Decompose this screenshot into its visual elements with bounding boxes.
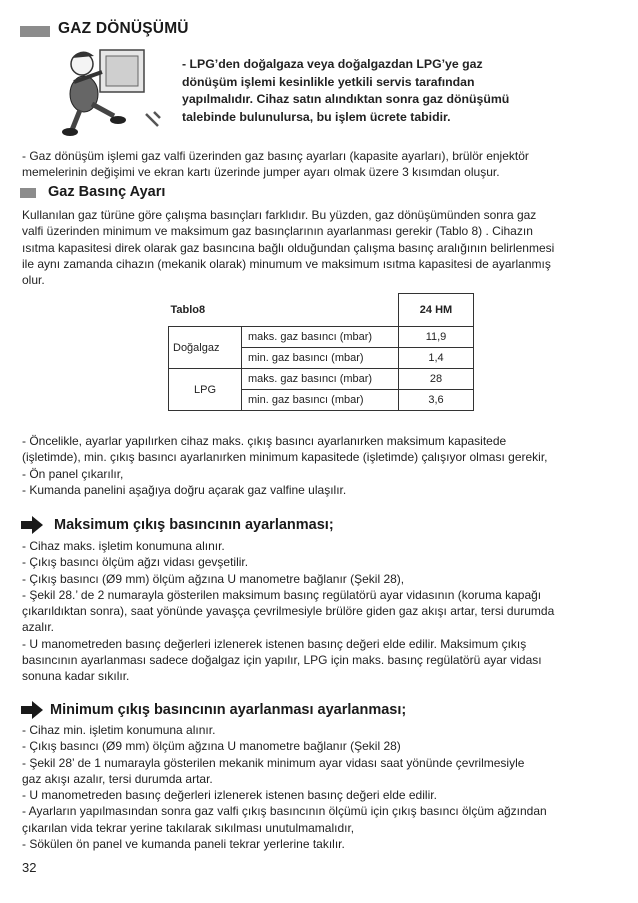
- text-line: - Çıkış basıncı (Ø9 mm) ölçüm ağzına U manometre bağlanır (Şekil 28),: [22, 571, 405, 586]
- text-line: - Gaz dönüşüm işlemi gaz valfi üzerinden gaz basınç ayarları (kapasite ayarları), brülör enjektör: [22, 149, 529, 163]
- table-model: 24 HM: [399, 294, 474, 327]
- text-line: memelerinin değişimi ve ekran kartı üzerinde jumper ayarı olmak üzere 3 kısımdan oluşur.: [22, 165, 500, 180]
- text-line: - U manometreden basınç değerleri izlenerek istenen basınç değeri elde edilir. Maksimum çıkış: [22, 636, 527, 651]
- param-cell: maks. gaz basıncı (mbar): [242, 369, 399, 390]
- text-line: çıkarılan vida tekrar yerine takılarak sıkılması unutulmamalıdır,: [22, 820, 355, 835]
- text-line: gaz akışı azalır, tersi durumda artar.: [22, 771, 213, 786]
- text-line: - U manometreden basınç değerleri izlenerek istenen basınç değeri elde edilir.: [22, 788, 437, 803]
- warning-line: dönüşüm işlemi kesinlikle yetkili servis tarafından: [182, 74, 475, 89]
- table-row: [169, 327, 474, 348]
- text-line: - Çıkış basıncı ölçüm ağzı vidası gevşetilir.: [22, 555, 249, 570]
- section-paragraph: [22, 207, 618, 288]
- text-line: valfi üzerinden minimum ve maksimum gaz basınçlarının ayarlanması gerekir (Tablo 8) . Cihazın: [22, 224, 533, 239]
- text-line: sonuna kadar sıkılır.: [22, 669, 130, 684]
- right-arrow-icon: [20, 701, 44, 719]
- text-line: ile aynı zamanda cihazın (mekanik olarak) minumum ve maksimum ısıtma kapasitesi de ayarlanmış: [22, 256, 551, 271]
- gas-type-cell: Doğalgaz: [169, 327, 242, 369]
- gas-pressure-table: [168, 293, 474, 411]
- technician-mascot-icon: [62, 42, 172, 142]
- section-title: Minimum çıkış basıncının ayarlanması ayarlanması;: [50, 702, 407, 718]
- text-line: - Cihaz min. işletim konumuna alınır.: [22, 723, 216, 737]
- value-cell: 3,6: [399, 390, 474, 411]
- value-cell: 28: [399, 369, 474, 390]
- text-line: Kullanılan gaz türüne göre çalışma basınçları farklıdır. Bu yüzden, gaz dönüşümünden sonra gaz: [22, 208, 537, 222]
- value-cell: 1,4: [399, 348, 474, 369]
- gas-type-cell: LPG: [169, 369, 242, 411]
- text-line: - Ön panel çıkarılır,: [22, 466, 124, 481]
- text-line: - Şekil 28’ de 1 numarayla gösterilen mekanik minimum ayar vidası saat yönünde çevrilmesiyle: [22, 755, 525, 770]
- square-bullet-icon: [20, 188, 36, 198]
- text-line: - Cihaz maks. işletim konumuna alınır.: [22, 539, 225, 553]
- table-row: [169, 369, 474, 390]
- text-line: olur.: [22, 273, 45, 288]
- warning-line: - LPG’den doğalgaza veya doğalgazdan LPG’ye gaz: [182, 57, 483, 71]
- warning-line: yapılmalıdır. Cihaz satın alındıktan sonra gaz dönüşümü: [182, 92, 510, 106]
- text-line: - Öncelikle, ayarlar yapılırken cihaz maks. çıkış basıncı ayarlanırken maksimum kapasitede: [22, 434, 507, 448]
- text-line: - Kumanda panelini aşağıya doğru açarak gaz valfine ulaşılır.: [22, 482, 347, 497]
- text-line: (işletimde), min. çıkış basıncı ayarlanırken minimum kapasitede (işletimde) çalışıyor olması gerekir,: [22, 450, 548, 465]
- section-title: Maksimum çıkış basıncının ayarlanması;: [54, 517, 334, 533]
- intro-paragraph: [22, 148, 618, 181]
- value-cell: 11,9: [399, 327, 474, 348]
- param-cell: min. gaz basıncı (mbar): [242, 348, 399, 369]
- param-cell: min. gaz basıncı (mbar): [242, 390, 399, 411]
- section-paragraph: [22, 538, 618, 685]
- text-line: ısıtma kapasitesi direk olarak gaz basıncına bağlı olduğundan çalışma basınç aralığının belirlenmesi: [22, 240, 555, 255]
- param-cell: maks. gaz basıncı (mbar): [242, 327, 399, 348]
- text-line: - Sökülen ön panel ve kumanda paneli tekrar yerlerine takılır.: [22, 837, 345, 852]
- text-line: - Şekil 28.’ de 2 numarayla gösterilen maksimum basınç regülatörü ayar vidasının (koruma kapağı: [22, 587, 542, 602]
- right-arrow-icon: [20, 516, 44, 534]
- section-paragraph: [22, 722, 618, 852]
- page-title: GAZ DÖNÜŞÜMÜ: [58, 20, 189, 37]
- page-number: 32: [22, 860, 37, 875]
- text-line: çıkarıldıktan sonra), saat yönünde yavaşça çevrilmesiyle brülöre giden gaz akışı artar, tersi durumda: [22, 604, 555, 619]
- table-header-row: [169, 294, 474, 327]
- table-caption: Tablo8: [170, 303, 206, 316]
- title-bar-icon: [20, 26, 50, 37]
- text-line: - Ayarların yapılmasından sonra gaz valfi çıkış basıncının ölçümü için çıkış basıncı ölçüm ağzından: [22, 804, 547, 819]
- text-line: basıncının ayarlanması sadece doğalgaz için yapılır, LPG için maks. basınç regülatörü ayar vidası: [22, 653, 542, 668]
- warning-block: [182, 56, 544, 126]
- procedure-paragraph: [22, 433, 618, 498]
- text-line: azalır.: [22, 620, 55, 635]
- section-title: Gaz Basınç Ayarı: [48, 184, 166, 200]
- text-line: - Çıkış basıncı (Ø9 mm) ölçüm ağzına U manometre bağlanır (Şekil 28): [22, 739, 401, 754]
- warning-line: talebinde bulunulursa, bu işlem ücrete tabidir.: [182, 109, 451, 124]
